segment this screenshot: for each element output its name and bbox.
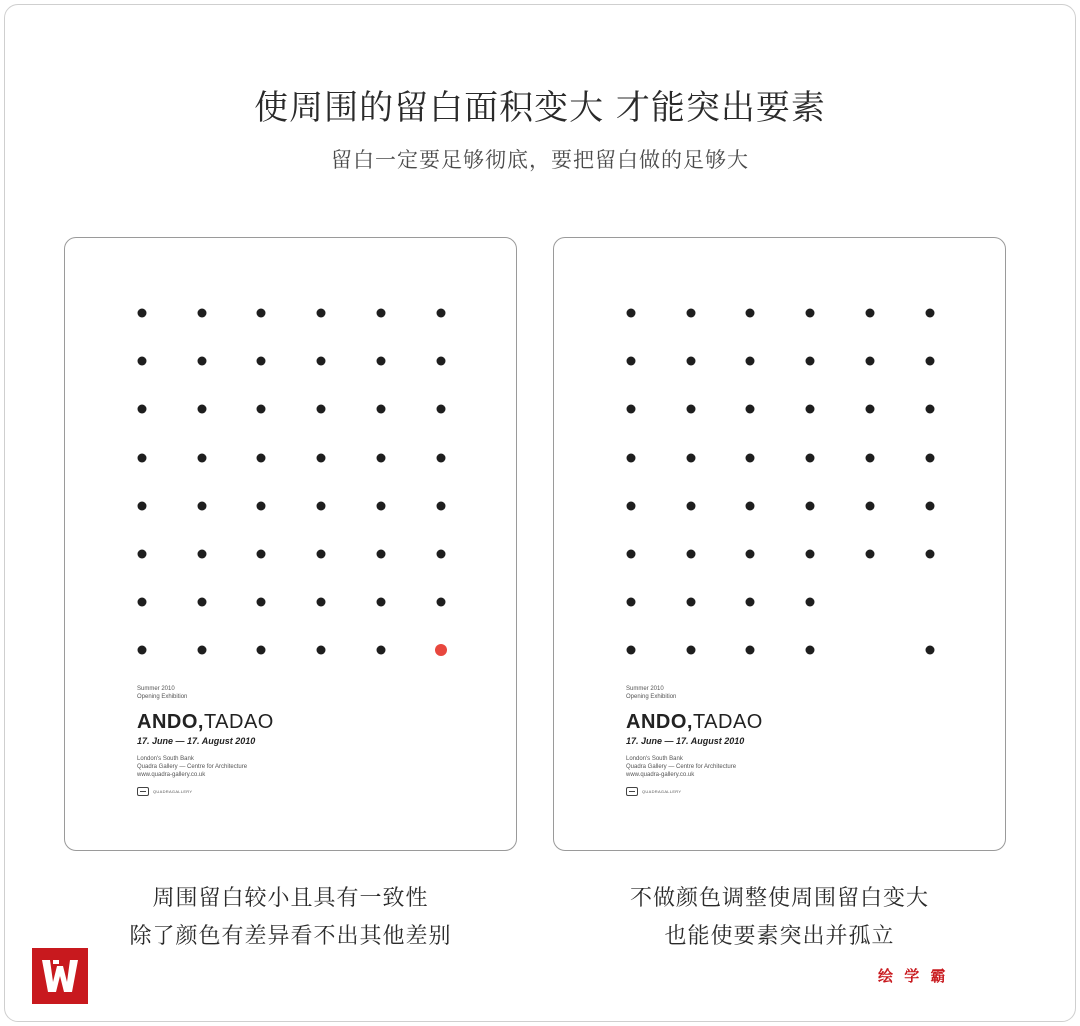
grid-dot (806, 598, 815, 607)
grid-dot (925, 405, 934, 414)
grid-dot (686, 501, 695, 510)
poster-name-light: TADAO (692, 711, 763, 733)
grid-dot (925, 501, 934, 510)
w-logo-icon (32, 948, 88, 1004)
grid-dot (686, 453, 695, 462)
poster-text-right (626, 685, 966, 796)
gallery-logo-icon (137, 787, 149, 796)
grid-dot (317, 598, 326, 607)
grid-dot (138, 357, 147, 366)
poster-name-bold: ANDO, (626, 711, 693, 733)
grid-dot (317, 646, 326, 655)
poster-venue-3: www.quadra-gallery.co.uk (626, 772, 695, 778)
w-logo-glyph (39, 956, 81, 996)
grid-dot (197, 453, 206, 462)
poster-season: Summer 2010 (626, 686, 664, 692)
grid-dot (138, 405, 147, 414)
grid-dot (436, 501, 445, 510)
grid-dot (257, 598, 266, 607)
grid-dot (746, 646, 755, 655)
grid-dot (925, 357, 934, 366)
page-title: 使周围的留白面积变大 才能突出要素 (254, 88, 826, 128)
grid-dot (317, 501, 326, 510)
grid-dot (436, 550, 445, 559)
gallery-logo-text: QUADRAGALLERY (153, 789, 193, 794)
grid-dot (257, 453, 266, 462)
poster-name (137, 711, 477, 734)
grid-dot (376, 598, 385, 607)
grid-dot (746, 357, 755, 366)
poster-logo (137, 787, 477, 796)
grid-dot (436, 357, 445, 366)
caption-right (553, 880, 1006, 956)
grid-dot (317, 453, 326, 462)
grid-dot (197, 405, 206, 414)
grid-dot (627, 646, 636, 655)
grid-dot (376, 646, 385, 655)
grid-dot (627, 550, 636, 559)
grid-dot (686, 405, 695, 414)
grid-dot (925, 453, 934, 462)
poster-card-left (64, 237, 517, 851)
grid-dot (197, 357, 206, 366)
grid-dot (806, 357, 815, 366)
grid-dot (376, 453, 385, 462)
poster-card-right (553, 237, 1006, 851)
grid-dot (925, 550, 934, 559)
grid-dot (317, 309, 326, 318)
grid-dot (686, 309, 695, 318)
grid-dot (197, 646, 206, 655)
poster-name-bold: ANDO, (137, 711, 204, 733)
grid-dot (627, 405, 636, 414)
grid-dot (138, 453, 147, 462)
poster-name (626, 711, 966, 734)
grid-dot (197, 501, 206, 510)
page-subtitle: 留白一定要足够彻底，要把留白做的足够大 (331, 148, 749, 172)
grid-dot (376, 501, 385, 510)
grid-dot (627, 357, 636, 366)
grid-dot (686, 646, 695, 655)
grid-dot (257, 501, 266, 510)
poster-dates: 17. June — 17. August 2010 (137, 736, 256, 746)
gallery-logo-text: QUADRAGALLERY (642, 789, 682, 794)
poster-venue-2: Quadra Gallery — Centre for Architecture (137, 764, 248, 770)
poster-exhibition: Opening Exhibition (626, 694, 677, 700)
grid-dot (627, 309, 636, 318)
grid-dot (436, 453, 445, 462)
grid-dot (627, 501, 636, 510)
grid-dot (376, 550, 385, 559)
grid-dot (806, 550, 815, 559)
grid-dot (317, 357, 326, 366)
grid-dot (197, 309, 206, 318)
caption-left (64, 880, 517, 956)
poster-name-light: TADAO (203, 711, 274, 733)
grid-dot (806, 646, 815, 655)
grid-dot (746, 405, 755, 414)
poster-venue-1: London's South Bank (626, 756, 683, 762)
grid-dot (257, 550, 266, 559)
grid-dot (317, 550, 326, 559)
grid-dot (746, 453, 755, 462)
caption-left-line-2: 除了颜色有差异看不出其他差别 (129, 924, 452, 949)
accent-dot (435, 644, 447, 656)
grid-dot (686, 357, 695, 366)
poster-dates: 17. June — 17. August 2010 (626, 736, 745, 746)
grid-dot (865, 309, 874, 318)
poster-venue-1: London's South Bank (137, 756, 194, 762)
grid-dot (746, 309, 755, 318)
grid-dot (627, 453, 636, 462)
grid-dot (806, 405, 815, 414)
caption-right-line-2: 也能使要素突出并孤立 (664, 924, 895, 949)
grid-dot (806, 501, 815, 510)
grid-dot (257, 646, 266, 655)
poster-season: Summer 2010 (137, 686, 175, 692)
grid-dot (865, 357, 874, 366)
grid-dot (865, 453, 874, 462)
grid-dot (376, 357, 385, 366)
grid-dot (436, 309, 445, 318)
grid-dot (746, 598, 755, 607)
grid-dot (257, 309, 266, 318)
grid-dot (197, 598, 206, 607)
grid-dot (376, 309, 385, 318)
grid-dot (317, 405, 326, 414)
grid-dot (686, 598, 695, 607)
grid-dot (865, 501, 874, 510)
grid-dot (746, 550, 755, 559)
grid-dot (925, 309, 934, 318)
grid-dot (197, 550, 206, 559)
grid-dot (376, 405, 385, 414)
grid-dot (925, 646, 934, 655)
caption-left-line-1: 周围留白较小且具有一致性 (152, 886, 429, 911)
grid-dot (627, 598, 636, 607)
grid-dot (806, 453, 815, 462)
grid-dot (806, 309, 815, 318)
grid-dot (138, 309, 147, 318)
grid-dot (138, 550, 147, 559)
grid-dot (865, 405, 874, 414)
grid-dot (138, 646, 147, 655)
grid-dot (138, 501, 147, 510)
poster-logo (626, 787, 966, 796)
poster-text-left (137, 685, 477, 796)
poster-exhibition: Opening Exhibition (137, 694, 188, 700)
grid-dot (865, 550, 874, 559)
poster-venue-3: www.quadra-gallery.co.uk (137, 772, 206, 778)
grid-dot (746, 501, 755, 510)
brand-label: 绘 学 霸 (878, 967, 949, 985)
grid-dot (257, 405, 266, 414)
grid-dot (686, 550, 695, 559)
grid-dot (257, 357, 266, 366)
poster-venue-2: Quadra Gallery — Centre for Architecture (626, 764, 737, 770)
caption-right-line-1: 不做颜色调整使周围留白变大 (629, 886, 929, 911)
grid-dot (436, 598, 445, 607)
grid-dot (138, 598, 147, 607)
grid-dot (436, 405, 445, 414)
gallery-logo-icon (626, 787, 638, 796)
